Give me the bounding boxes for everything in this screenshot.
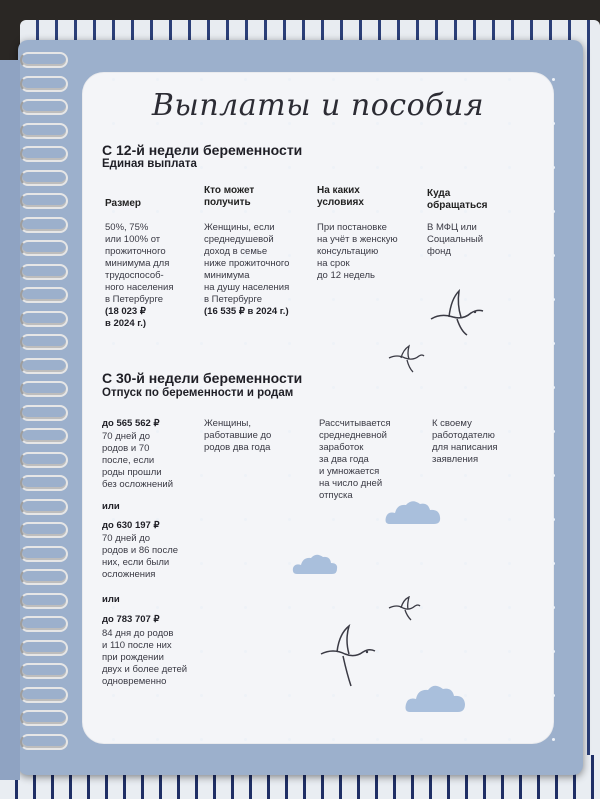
polka-dot xyxy=(244,650,247,653)
polka-dot xyxy=(420,474,423,477)
polka-dot xyxy=(552,298,555,301)
size-amount: (18 023 ₽ в 2024 г.) xyxy=(105,306,147,329)
spiral-ring xyxy=(20,499,68,515)
polka-dot xyxy=(376,210,379,213)
polka-dot xyxy=(244,210,247,213)
polka-dot xyxy=(552,210,555,213)
polka-dot xyxy=(420,210,423,213)
spiral-ring xyxy=(20,405,68,421)
polka-dot xyxy=(288,210,291,213)
spiral-ring xyxy=(20,217,68,233)
polka-dot xyxy=(508,694,511,697)
bird-icon xyxy=(387,344,425,374)
polka-dot xyxy=(288,694,291,697)
page-title: Выплаты и пособия xyxy=(151,88,485,123)
polka-dot xyxy=(464,386,467,389)
section1-heading: С 12-й недели беременности xyxy=(102,142,303,158)
spiral-ring xyxy=(20,640,68,656)
polka-dot xyxy=(332,342,335,345)
spiral-ring xyxy=(20,146,68,162)
polka-dot xyxy=(332,386,335,389)
spiral-ring xyxy=(20,546,68,562)
polka-dot xyxy=(156,342,159,345)
spiral-ring xyxy=(20,687,68,703)
polka-dot xyxy=(552,606,555,609)
polka-dot xyxy=(156,78,159,81)
polka-dot xyxy=(200,342,203,345)
polka-dot xyxy=(464,562,467,565)
amount2-description: 70 дней до родов и 86 после них, если были осложнения xyxy=(102,533,179,580)
spiral-ring xyxy=(20,358,68,374)
amount1: до 565 562 ₽ xyxy=(102,418,160,429)
spiral-ring xyxy=(20,475,68,491)
polka-dot xyxy=(552,342,555,345)
or-label-2: или xyxy=(102,594,120,605)
spiral-ring xyxy=(20,663,68,679)
polka-dot xyxy=(288,738,291,741)
polka-dot xyxy=(156,606,159,609)
polka-dot xyxy=(420,738,423,741)
polka-dot xyxy=(332,166,335,169)
polka-dot xyxy=(200,210,203,213)
polka-dot xyxy=(200,738,203,741)
polka-dot xyxy=(200,298,203,301)
polka-dot xyxy=(464,342,467,345)
polka-dot xyxy=(200,562,203,565)
polka-dot xyxy=(288,430,291,433)
spiral-ring xyxy=(20,452,68,468)
polka-dot xyxy=(420,430,423,433)
amount1-description: 70 дней до родов и 70 после, если роды прошли без осложнений xyxy=(102,431,174,490)
polka-dot xyxy=(508,606,511,609)
amount3: до 783 707 ₽ xyxy=(102,614,160,625)
polka-dot xyxy=(508,386,511,389)
polka-dot xyxy=(156,738,159,741)
polka-dot xyxy=(552,738,555,741)
polka-dot xyxy=(288,562,291,565)
polka-dot xyxy=(508,78,511,81)
who-description: Женщины, если среднедушевой доход в семье ниже прожиточного минимума на душу населения в Петербурге xyxy=(204,222,290,305)
spiral-ring xyxy=(20,287,68,303)
polka-dot xyxy=(288,474,291,477)
polka-dot xyxy=(508,210,511,213)
conditions-description: При постановке на учёт в женскую консультацию на срок до 12 недель xyxy=(317,222,398,281)
polka-dot xyxy=(508,562,511,565)
polka-dot xyxy=(244,474,247,477)
polka-dot xyxy=(376,694,379,697)
spiral-ring xyxy=(20,616,68,632)
polka-dot xyxy=(464,518,467,521)
cloud-icon xyxy=(384,498,442,526)
polka-dot xyxy=(112,738,115,741)
spiral-ring xyxy=(20,710,68,726)
section2-heading: С 30-й недели беременности xyxy=(102,370,303,386)
bird-icon xyxy=(387,596,421,622)
polka-dot xyxy=(376,166,379,169)
polka-dot xyxy=(244,518,247,521)
spiral-ring xyxy=(20,381,68,397)
polka-dot xyxy=(420,298,423,301)
polka-dot xyxy=(112,606,115,609)
spiral-ring xyxy=(20,428,68,444)
polka-dot xyxy=(552,650,555,653)
polka-dot xyxy=(156,210,159,213)
polka-dot xyxy=(244,738,247,741)
cloud-icon xyxy=(404,682,466,714)
polka-dot xyxy=(332,606,335,609)
notebook-left-page-edge xyxy=(0,60,20,780)
polka-dot xyxy=(420,78,423,81)
polka-dot xyxy=(508,254,511,257)
polka-dot xyxy=(200,694,203,697)
polka-dot xyxy=(112,210,115,213)
polka-dot xyxy=(420,254,423,257)
polka-dot xyxy=(200,650,203,653)
polka-dot xyxy=(552,166,555,169)
spiral-binding xyxy=(20,52,64,762)
polka-dot xyxy=(200,166,203,169)
polka-dot xyxy=(464,738,467,741)
polka-dot xyxy=(288,78,291,81)
polka-dot xyxy=(376,738,379,741)
spiral-ring xyxy=(20,99,68,115)
polka-dot xyxy=(420,650,423,653)
polka-dot xyxy=(376,298,379,301)
polka-dot xyxy=(552,474,555,477)
polka-dot xyxy=(244,166,247,169)
column-header-size: Размер xyxy=(105,198,142,209)
polka-dot xyxy=(156,694,159,697)
polka-dot xyxy=(200,430,203,433)
polka-dot xyxy=(244,78,247,81)
polka-dot xyxy=(552,78,555,81)
polka-dot xyxy=(552,694,555,697)
spiral-ring xyxy=(20,123,68,139)
spiral-ring xyxy=(20,593,68,609)
polka-dot xyxy=(200,78,203,81)
polka-dot xyxy=(332,298,335,301)
polka-dot xyxy=(508,166,511,169)
polka-dot xyxy=(376,606,379,609)
section2-subheading: Отпуск по беременности и родам xyxy=(102,387,294,399)
polka-dot xyxy=(112,342,115,345)
amount3-description: 84 дня до родов и 110 после них при рождении двух и более детей одновременно xyxy=(102,628,188,687)
polka-dot xyxy=(244,562,247,565)
polka-dot xyxy=(376,562,379,565)
polka-dot xyxy=(464,78,467,81)
cloud-icon xyxy=(292,552,338,576)
polka-dot xyxy=(420,386,423,389)
polka-dot xyxy=(332,694,335,697)
bird-icon xyxy=(317,624,377,690)
polka-dot xyxy=(376,518,379,521)
polka-dot xyxy=(508,430,511,433)
polka-dot xyxy=(464,474,467,477)
section2-who: Женщины, работавшие до родов два года xyxy=(204,418,272,453)
polka-dot xyxy=(464,166,467,169)
where-description: В МФЦ или Социальный фонд xyxy=(427,222,484,257)
column-header-conditions: На каких условиях xyxy=(317,185,364,208)
polka-dot xyxy=(376,78,379,81)
polka-dot xyxy=(508,518,511,521)
polka-dot xyxy=(376,342,379,345)
polka-dot xyxy=(376,386,379,389)
or-label-1: или xyxy=(102,501,120,512)
bird-icon xyxy=(427,287,487,337)
amount2: до 630 197 ₽ xyxy=(102,520,160,531)
polka-dot xyxy=(552,254,555,257)
spiral-ring xyxy=(20,264,68,280)
polka-dot xyxy=(288,166,291,169)
notebook-page xyxy=(82,72,554,744)
polka-dot xyxy=(244,342,247,345)
polka-dot xyxy=(200,474,203,477)
column-header-who: Кто может получить xyxy=(204,185,255,208)
polka-dot xyxy=(332,518,335,521)
polka-dot xyxy=(288,606,291,609)
spiral-ring xyxy=(20,52,68,68)
polka-dot xyxy=(332,210,335,213)
polka-dot xyxy=(508,342,511,345)
spiral-ring xyxy=(20,522,68,538)
polka-dot xyxy=(508,738,511,741)
polka-dot xyxy=(112,694,115,697)
polka-dot xyxy=(552,430,555,433)
who-threshold: (16 535 ₽ в 2024 г.) xyxy=(204,306,289,317)
polka-dot xyxy=(508,474,511,477)
polka-dot xyxy=(464,606,467,609)
polka-dot xyxy=(420,166,423,169)
polka-dot xyxy=(200,254,203,257)
spiral-ring xyxy=(20,311,68,327)
polka-dot xyxy=(288,342,291,345)
polka-dot xyxy=(332,738,335,741)
section2-calculation: Рассчитывается среднедневной заработок за два года и умножается на число дней отпуска xyxy=(319,418,391,501)
polka-dot xyxy=(332,78,335,81)
polka-dot xyxy=(244,694,247,697)
section1-subheading: Единая выплата xyxy=(102,158,197,170)
polka-dot xyxy=(552,562,555,565)
spiral-ring xyxy=(20,170,68,186)
polka-dot xyxy=(508,298,511,301)
spiral-ring xyxy=(20,334,68,350)
polka-dot xyxy=(200,518,203,521)
polka-dot xyxy=(200,606,203,609)
polka-dot xyxy=(112,78,115,81)
spiral-ring xyxy=(20,240,68,256)
spiral-ring xyxy=(20,569,68,585)
column-header-where: Куда обращаться xyxy=(427,188,488,211)
section2-where: К своему работодателю для написания заявления xyxy=(432,418,498,465)
polka-dot xyxy=(244,606,247,609)
spiral-ring xyxy=(20,76,68,92)
polka-dot xyxy=(288,518,291,521)
spiral-ring xyxy=(20,734,68,750)
polka-dot xyxy=(552,386,555,389)
polka-dot xyxy=(464,650,467,653)
polka-dot xyxy=(288,650,291,653)
polka-dot xyxy=(552,518,555,521)
spiral-ring xyxy=(20,193,68,209)
polka-dot xyxy=(420,562,423,565)
size-description: 50%, 75% или 100% от прожиточного минимума для трудоспособ- ного населения в Петербурге xyxy=(105,222,174,305)
polka-dot xyxy=(508,650,511,653)
